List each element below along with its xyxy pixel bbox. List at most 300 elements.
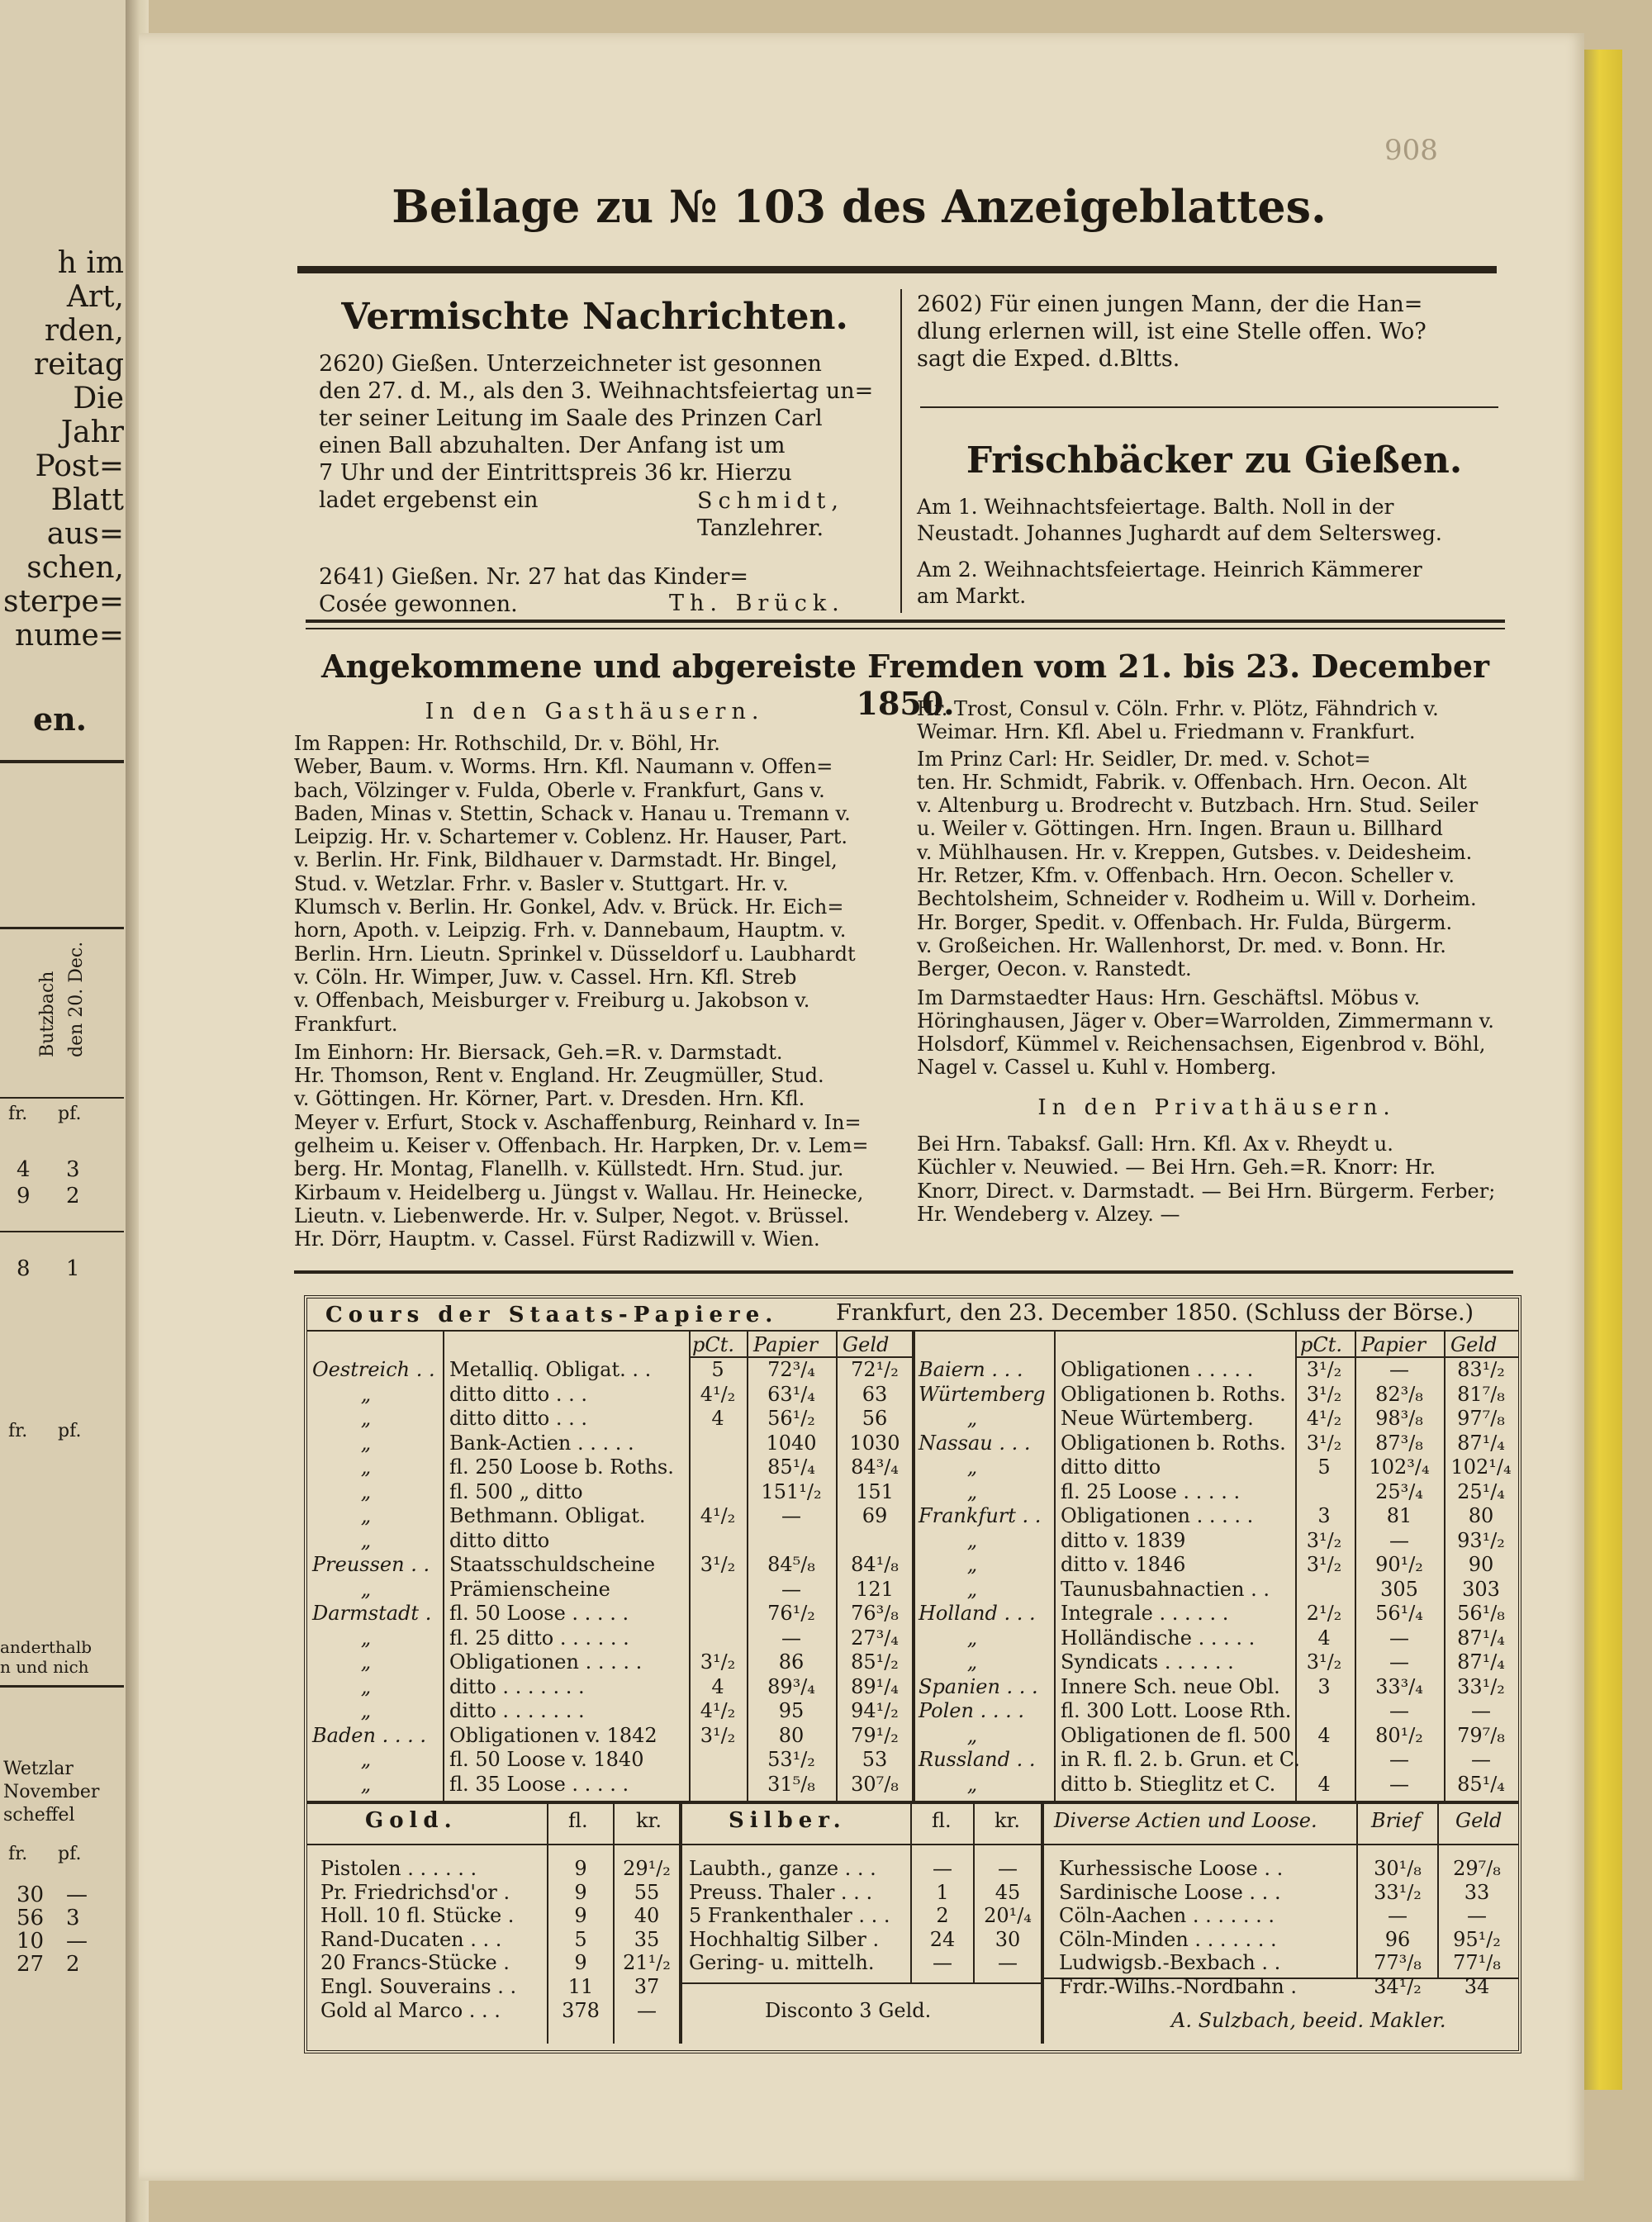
prev-cell: 4 [17, 1157, 31, 1182]
row-geld: 79⁷/₈ [1457, 1724, 1505, 1747]
signature-line: Schmidt, [697, 488, 844, 514]
row-pct: 4¹/₂ [1306, 1407, 1342, 1430]
prev-line: reitag [33, 348, 124, 382]
row-country: „ [966, 1455, 978, 1479]
section-rule [306, 620, 1505, 623]
row-papier: — [781, 1578, 801, 1601]
prev-fr-pf [8, 1421, 124, 1441]
row-papier: 80 [778, 1724, 805, 1747]
row-papier: 90¹/₂ [1375, 1553, 1423, 1576]
row-security: Neue Würtemberg. [1061, 1407, 1254, 1430]
row-papier: — [1389, 1699, 1409, 1722]
diverse-heading: Diverse Actien und Loose. [1054, 1809, 1317, 1832]
fremden-line: Lieutn. v. Liebenwerde. Hr. v. Sulper, Negot. v. Brüssel. [294, 1204, 850, 1227]
silber-row-name: Hochhaltig Silber . [689, 1928, 880, 1951]
gold-heading: Gold. [365, 1808, 458, 1833]
yellow-page-edge [1584, 50, 1622, 2090]
row-geld: 56¹/₈ [1457, 1602, 1505, 1625]
row-pct: 4 [711, 1675, 724, 1698]
row-geld: 69 [862, 1504, 888, 1527]
silber-row-val1: 1 [936, 1881, 949, 1904]
row-pct: 4 [1317, 1626, 1331, 1650]
prev-page-text [0, 246, 124, 653]
gold-row-val1: 9 [574, 1857, 587, 1880]
gold-row-val2: 21¹/₂ [623, 1951, 671, 1974]
prev-rows [17, 1256, 80, 1282]
row-country: „ [966, 1407, 978, 1430]
prev-rule [0, 1097, 124, 1099]
ad-signature [697, 487, 844, 542]
row-security: Obligationen de fl. 500 [1061, 1724, 1291, 1747]
page-title [297, 180, 1421, 233]
prev-cell: — [66, 1883, 88, 1907]
fremden-line: Stud. v. Wetzlar. Frhr. v. Basler v. Stuttgart. Hr. v. [294, 871, 789, 895]
row-country: Baiern . . . [919, 1358, 1023, 1381]
ad-line: 7 Uhr und der Eintrittspreis 36 kr. Hierzu [319, 460, 792, 486]
row-pct: 4¹/₂ [700, 1699, 736, 1722]
fremden-line: Kirbaum v. Heidelberg u. Jüngst v. Wallau. Hr. Heinecke, [294, 1180, 864, 1204]
number-sign: № [668, 180, 718, 233]
row-security: Obligationen v. 1842 [449, 1724, 657, 1747]
diverse-row-val1: 96 [1384, 1928, 1411, 1951]
prev-cell: 3 [66, 1157, 80, 1182]
row-security: Bank-Actien . . . . . [449, 1431, 634, 1455]
fremden-line: Hr. Dörr, Hauptm. v. Cassel. Fürst Radizwill v. Wien. [294, 1227, 820, 1251]
fremden-line: v. Großeichen. Hr. Wallenhorst, Dr. med. v. Bonn. Hr. [917, 933, 1446, 957]
row-security: Bethmann. Obligat. [449, 1504, 646, 1527]
ad-line: 2602) Für einen jungen Mann, der die Han= [917, 292, 1423, 317]
silber-row-val2: 20¹/₄ [984, 1904, 1032, 1927]
row-security: ditto ditto . . . [449, 1407, 587, 1430]
ad-line: Cosée gewonnen. [319, 591, 518, 617]
row-security: Holländische . . . . . [1061, 1626, 1256, 1650]
row-pct: 3¹/₂ [1306, 1650, 1342, 1674]
prev-wetzlar [3, 1758, 99, 1827]
row-security: ditto b. Stieglitz et C. [1061, 1773, 1276, 1796]
silber-row-name: 5 Frankenthaler . . . [689, 1904, 890, 1927]
row-papier: 87³/₈ [1375, 1431, 1423, 1455]
row-pct: 2¹/₂ [1306, 1602, 1342, 1625]
row-country: „ [360, 1578, 372, 1601]
prev-col: fr. [8, 1844, 28, 1864]
fremden-line: v. Cöln. Hr. Wimper, Juw. v. Cassel. Hrn. Kfl. Streb [294, 965, 797, 989]
gold-row-val1: 9 [574, 1904, 587, 1927]
row-security: Innere Sch. neue Obl. [1061, 1675, 1280, 1698]
ad-line: am Markt. [917, 584, 1027, 608]
row-papier: — [781, 1626, 801, 1650]
frischbaecker-day1 [917, 494, 1512, 547]
row-pct: 3¹/₂ [1306, 1553, 1342, 1576]
row-papier: — [1389, 1358, 1409, 1381]
sub-heading-gasthaeuser: In den Gasthäusern. [425, 699, 765, 724]
prev-cell: 9 [17, 1184, 31, 1208]
ad-line: den 27. d. M., als den 3. Weihnachtsfeiertag un= [319, 378, 874, 404]
column-rule [920, 406, 1498, 408]
section-heading: Frischbäcker zu Gießen. [966, 439, 1463, 482]
prev-wetzlar-line: scheffel [3, 1805, 75, 1826]
fremden-line: Klumsch v. Berlin. Hr. Gonkel, Adv. v. Brück. Hr. Eich= [294, 895, 844, 919]
silber-heading: Silber. [729, 1808, 847, 1833]
prev-cell: 8 [17, 1256, 31, 1281]
prev-wetzlar-line: November [3, 1782, 100, 1802]
title-prefix: Beilage zu [392, 180, 654, 233]
diverse-row-val1: 77³/₈ [1374, 1951, 1422, 1974]
row-geld: 63 [862, 1383, 888, 1406]
row-geld: — [1471, 1748, 1491, 1771]
silber-row-val2: — [998, 1951, 1018, 1974]
row-pct: 3 [1317, 1504, 1331, 1527]
diverse-row-val2: 95¹/₂ [1453, 1928, 1501, 1951]
fremden-line: gelheim u. Keiser v. Offenbach. Hr. Harpken, Dr. v. Lem= [294, 1134, 869, 1158]
row-geld: 89¹/₄ [851, 1675, 899, 1698]
row-security: Prämienscheine [449, 1578, 610, 1601]
fremden-line: Bechtolsheim, Schneider v. Rodheim u. Will v. Dorheim. [917, 887, 1477, 911]
fremden-line: ten. Hr. Schmidt, Fabrik. v. Offenbach. Hrn. Oecon. Alt [917, 770, 1467, 794]
prev-cell: 3 [66, 1906, 80, 1930]
row-geld: 76³/₈ [851, 1602, 899, 1625]
prev-col: pf. [58, 1844, 82, 1864]
fremden-line: Weber, Baum. v. Worms. Hrn. Kfl. Naumann v. Offen= [294, 755, 833, 779]
fremden-line: Berger, Oecon. v. Ranstedt. [917, 957, 1192, 981]
row-security: ditto . . . . . . . [449, 1675, 585, 1698]
row-papier: 72³/₄ [767, 1358, 815, 1381]
gold-row-val1: 11 [567, 1975, 594, 1998]
fremden-line: Hr. Trost, Consul v. Cöln. Frhr. v. Plötz, Fähndrich v. [917, 697, 1439, 720]
table-rule [307, 1801, 1518, 1804]
row-security: fl. 35 Loose . . . . . [449, 1773, 629, 1796]
row-papier: 63¹/₄ [767, 1383, 815, 1406]
cours-subtitle: Frankfurt, den 23. December 1850. (Schluss der Börse.) [836, 1300, 1474, 1326]
fremden-line: v. Berlin. Hr. Fink, Bildhauer v. Darmstadt. Hr. Bingel, [294, 848, 838, 872]
section-heading: Vermischte Nachrichten. [341, 296, 848, 338]
sub-heading-privat: In den Privathäusern. [1037, 1094, 1396, 1120]
gold-row-val2: — [637, 1999, 657, 2022]
row-country: Spanien . . . [919, 1675, 1038, 1698]
diverse-row-name: Frdr.-Wilhs.-Nordbahn . [1059, 1975, 1297, 1998]
fremden-line: Höringhausen, Jäger v. Ober=Warrolden, Zimmermann v. [917, 1009, 1494, 1033]
row-geld: 303 [1462, 1578, 1500, 1601]
prev-line: Art, [66, 280, 124, 314]
row-country: Holland . . . [919, 1602, 1036, 1625]
gold-row-val2: 40 [634, 1904, 660, 1927]
row-security: Obligationen . . . . . [449, 1650, 643, 1674]
row-security: ditto ditto [1061, 1455, 1161, 1479]
fremden-line: Meyer v. Erfurt, Stock v. Aschaffenburg, Reinhard v. In= [294, 1110, 862, 1134]
col-head-geld: Geld [1450, 1333, 1498, 1356]
fremden-line: horn, Apoth. v. Leipzig. Frh. v. Dannebaum, Hauptm. v. [294, 919, 847, 942]
signature-line: Tanzlehrer. [697, 515, 824, 541]
fremden-line: Frankfurt. [294, 1012, 398, 1036]
silber-row-val2: 45 [995, 1881, 1021, 1904]
fremden-line: Weimar. Hrn. Kfl. Abel u. Friedmann v. Frankfurt. [917, 720, 1416, 744]
row-security: ditto v. 1846 [1061, 1553, 1186, 1576]
prev-line: sterpe= [3, 585, 124, 619]
gold-row-name: Pistolen . . . . . . [320, 1857, 477, 1880]
fremden-right-column [917, 697, 1517, 1226]
row-security: fl. 50 Loose . . . . . [449, 1602, 629, 1625]
fremden-line: Küchler v. Neuwied. — Bei Hrn. Geh.=R. Knorr: Hr. [917, 1156, 1436, 1180]
prev-line: Die [73, 382, 124, 415]
row-country: „ [360, 1650, 372, 1674]
row-papier: — [1389, 1650, 1409, 1674]
table-rule [912, 1330, 915, 1802]
row-country: „ [360, 1773, 372, 1796]
row-country: „ [966, 1480, 978, 1503]
silber-row-val1: — [933, 1857, 952, 1880]
fremden-line: berg. Hr. Montag, Flanellh. v. Küllstedt. Hrn. Stud. jur. [294, 1157, 844, 1181]
diverse-row-val1: 30¹/₈ [1374, 1857, 1422, 1880]
row-security: Staatsschuldscheine [449, 1553, 656, 1576]
fremden-left-column [294, 732, 889, 1251]
fremden-line: bach, Völzinger v. Fulda, Oberle v. Frankfurt, Gans v. [294, 778, 825, 802]
row-geld: 27³/₄ [851, 1626, 899, 1650]
table-rule [307, 1844, 1518, 1845]
fremden-line: Hr. Thomson, Rent v. England. Hr. Zeugmüller, Stud. [294, 1064, 824, 1088]
col-head-geld: Geld [843, 1333, 890, 1356]
row-papier: 86 [778, 1650, 805, 1674]
gold-fl-head: fl. [568, 1809, 588, 1832]
silber-row-val1: — [933, 1951, 952, 1974]
row-security: fl. 25 Loose . . . . . [1061, 1480, 1241, 1503]
gold-row-val2: 37 [634, 1975, 660, 1998]
disconto: Disconto 3 Geld. [765, 1999, 932, 2022]
row-geld: 30⁷/₈ [851, 1773, 899, 1796]
row-geld: 83¹/₂ [1457, 1358, 1505, 1381]
diverse-row-name: Ludwigsb.-Bexbach . . [1059, 1951, 1281, 1974]
row-geld: 85¹/₂ [851, 1650, 899, 1674]
ad-signature: Th. Brück. [669, 591, 845, 616]
row-security: in R. fl. 2. b. Grun. et C. [1061, 1748, 1300, 1771]
ad-line: dlung erlernen will, ist eine Stelle offen. Wo? [917, 319, 1427, 344]
row-pct: 3 [1317, 1675, 1331, 1698]
row-geld: 25¹/₄ [1457, 1480, 1505, 1503]
col-head-pct: pCt. [692, 1333, 734, 1356]
row-security: Integrale . . . . . . [1061, 1602, 1229, 1625]
row-country: „ [360, 1383, 372, 1406]
row-country: Darmstadt . [312, 1602, 432, 1625]
gold-row-name: Engl. Souverains . . [320, 1975, 517, 1998]
row-security: ditto ditto . . . [449, 1383, 587, 1406]
col-head-papier: Papier [753, 1333, 819, 1356]
prev-cell: 1 [66, 1256, 80, 1281]
row-security: fl. 25 ditto . . . . . . [449, 1626, 629, 1650]
row-security: ditto v. 1839 [1061, 1529, 1186, 1552]
row-geld: 1030 [849, 1431, 900, 1455]
row-papier: 56¹/₂ [767, 1407, 815, 1430]
row-country: „ [360, 1480, 372, 1503]
row-security: Obligationen b. Roths. [1061, 1383, 1286, 1406]
fremden-line: Baden, Minas v. Stettin, Schack v. Hanau u. Tremann v. [294, 801, 851, 825]
column-divider [900, 289, 902, 613]
row-papier: 102³/₄ [1369, 1455, 1430, 1479]
row-security: Obligationen b. Roths. [1061, 1431, 1286, 1455]
fremden-line: Knorr, Direct. v. Darmstadt. — Bei Hrn. Bürgerm. Ferber; [917, 1179, 1496, 1203]
row-country: Nassau . . . [919, 1431, 1031, 1455]
row-geld: 97⁷/₈ [1457, 1407, 1505, 1430]
fremden-line: Leipzig. Hr. v. Schartemer v. Coblenz. Hr. Hauser, Part. [294, 825, 847, 849]
prev-line: Blatt [50, 483, 124, 517]
prev-heading-fragment: en. [33, 700, 88, 738]
table-rule [679, 1804, 682, 2044]
row-geld: 90 [1468, 1553, 1494, 1576]
gold-row-name: Pr. Friedrichsd'or . [320, 1881, 510, 1904]
row-country: „ [360, 1748, 372, 1771]
row-country: Russland . . [919, 1748, 1036, 1771]
section-rule [306, 628, 1505, 629]
silber-row-val1: 2 [936, 1904, 949, 1927]
row-papier: 80¹/₂ [1375, 1724, 1423, 1747]
row-security: Obligationen . . . . . [1061, 1504, 1254, 1527]
row-pct: 3¹/₂ [700, 1553, 736, 1576]
broker-signature: A. Sulzbach, beeid. Makler. [1171, 2009, 1446, 2032]
gold-row-val1: 9 [574, 1881, 587, 1904]
prev-col: fr. [8, 1104, 28, 1124]
row-country: „ [966, 1578, 978, 1601]
title-rule [297, 266, 1497, 273]
diverse-row-val2: 77¹/₈ [1453, 1951, 1501, 1974]
silber-kr-head: kr. [995, 1809, 1021, 1832]
page-number: 908 [1384, 134, 1438, 167]
row-security: fl. 300 Lott. Loose Rth. [1061, 1699, 1292, 1722]
row-security: Metalliq. Obligat. . . [449, 1358, 652, 1381]
gold-row-val1: 9 [574, 1951, 587, 1974]
ad-2602 [917, 291, 1512, 373]
row-country: Polen . . . . [919, 1699, 1024, 1722]
prev-note [0, 1637, 92, 1677]
row-papier: 85¹/₄ [767, 1455, 815, 1479]
row-papier: — [1389, 1626, 1409, 1650]
prev-col: pf. [58, 1104, 82, 1124]
ad-line: 2620) Gießen. Unterzeichneter ist gesonnen [319, 351, 822, 377]
prev-cell: 27 [17, 1952, 45, 1977]
prev-rule [0, 1231, 124, 1232]
row-papier: — [1389, 1529, 1409, 1552]
table-rule [1054, 1330, 1056, 1802]
ad-line: Am 2. Weihnachtsfeiertage. Heinrich Kämmerer [917, 558, 1422, 582]
diverse-row-val1: 33¹/₂ [1374, 1881, 1422, 1904]
silber-row-name: Preuss. Thaler . . . [689, 1881, 873, 1904]
row-geld: 151 [856, 1480, 894, 1503]
row-country: Frankfurt . . [919, 1504, 1042, 1527]
diverse-row-name: Cöln-Minden . . . . . . . [1059, 1928, 1277, 1951]
row-security: Syndicats . . . . . . [1061, 1650, 1234, 1674]
title-suffix: des Anzeigeblattes. [841, 180, 1327, 233]
row-geld: 84¹/₈ [851, 1553, 899, 1576]
row-country: „ [966, 1650, 978, 1674]
silber-row-val2: 30 [995, 1928, 1021, 1951]
table-rule [1041, 1804, 1044, 2044]
row-security: Obligationen . . . . . [1061, 1358, 1254, 1381]
ad-line: ter seiner Leitung im Saale des Prinzen Carl [319, 406, 823, 431]
row-geld: 85¹/₄ [1457, 1773, 1505, 1796]
prev-rule [0, 1685, 124, 1688]
row-pct: 3¹/₂ [1306, 1431, 1342, 1455]
row-geld: 72¹/₂ [851, 1358, 899, 1381]
row-country: „ [966, 1626, 978, 1650]
row-papier: 151¹/₂ [761, 1480, 822, 1503]
prev-note-line: anderthalb [0, 1637, 93, 1657]
prev-line: nume= [15, 619, 124, 653]
fremden-line: Im Einhorn: Hr. Biersack, Geh.=R. v. Darmstadt. [294, 1040, 783, 1064]
row-security: Taunusbahnactien . . [1061, 1578, 1270, 1601]
row-geld: 80 [1468, 1504, 1494, 1527]
row-geld: 94¹/₂ [851, 1699, 899, 1722]
prev-line: h im [57, 246, 124, 280]
row-security: ditto ditto [449, 1529, 550, 1552]
row-papier: 76¹/₂ [767, 1602, 815, 1625]
fremden-line: v. Altenburg u. Brodrecht v. Butzbach. Hrn. Stud. Seiler [917, 794, 1479, 818]
col-head-papier: Papier [1361, 1333, 1427, 1356]
row-security: fl. 250 Loose b. Roths. [449, 1455, 674, 1479]
row-geld: 81⁷/₈ [1457, 1383, 1505, 1406]
row-pct: 3¹/₂ [700, 1650, 736, 1674]
prev-rows [17, 1156, 80, 1209]
row-pct: 4 [711, 1407, 724, 1430]
row-geld: 87¹/₄ [1457, 1650, 1505, 1674]
fremden-line: u. Weiler v. Göttingen. Hrn. Ingen. Braun u. Billhard [917, 817, 1443, 841]
issue-number: 103 [733, 180, 827, 233]
row-papier: 25³/₄ [1375, 1480, 1423, 1503]
fremden-line: Bei Hrn. Tabaksf. Gall: Hrn. Kfl. Ax v. Rheydt u. [917, 1132, 1393, 1156]
fremden-line: Hr. Wendeberg v. Alzey. — [917, 1202, 1180, 1226]
prev-rule [0, 927, 124, 929]
row-papier: — [1389, 1773, 1409, 1796]
diverse-row-val2: 33 [1464, 1881, 1490, 1904]
row-geld: 121 [856, 1578, 894, 1601]
row-security: fl. 50 Loose v. 1840 [449, 1748, 644, 1771]
prev-table-head [33, 933, 87, 1066]
ad-line: einen Ball abzuhalten. Der Anfang ist um [319, 433, 786, 458]
row-geld: 53 [862, 1748, 888, 1771]
prev-col: pf. [58, 1421, 82, 1441]
row-papier: 53¹/₂ [767, 1748, 815, 1771]
col-head-pct: pCt. [1300, 1333, 1342, 1356]
row-papier: 33³/₄ [1375, 1675, 1423, 1698]
row-country: Preussen . . [312, 1553, 430, 1576]
prev-col: fr. [8, 1421, 28, 1441]
gold-row-name: 20 Francs-Stücke . [320, 1951, 510, 1974]
row-papier: 1040 [766, 1431, 817, 1455]
row-country: Würtemberg [919, 1383, 1046, 1406]
diverse-geld-head: Geld [1455, 1809, 1502, 1832]
row-pct: 4 [1317, 1773, 1331, 1796]
section-rule [294, 1270, 1513, 1274]
gold-row-val2: 29¹/₂ [623, 1857, 671, 1880]
fremden-line: v. Mühlhausen. Hr. v. Kreppen, Gutsbes. v. Deidesheim. [917, 840, 1473, 864]
diverse-brief-head: Brief [1371, 1809, 1421, 1832]
ad-line: sagt die Exped. d.Bltts. [917, 346, 1180, 372]
row-geld: 84³/₄ [851, 1455, 899, 1479]
silber-row-val1: 24 [929, 1928, 956, 1951]
diverse-row-val2: 29⁷/₈ [1453, 1857, 1501, 1880]
fremden-line: Im Darmstaedter Haus: Hrn. Geschäftsl. Möbus v. [917, 985, 1421, 1009]
ad-line: Neustadt. Johannes Jughardt auf dem Seltersweg. [917, 521, 1442, 545]
diverse-row-name: Sardinische Loose . . . [1059, 1881, 1281, 1904]
gold-row-val2: 55 [634, 1881, 660, 1904]
row-country: „ [360, 1504, 372, 1527]
row-country: „ [360, 1455, 372, 1479]
prev-wetzlar-line: Wetzlar [3, 1759, 74, 1779]
row-papier: 95 [778, 1699, 805, 1722]
diverse-row-val1: — [1388, 1904, 1408, 1927]
row-security: fl. 500 „ ditto [449, 1480, 583, 1503]
prev-cell: — [66, 1929, 88, 1954]
ad-line: Am 1. Weihnachtsfeiertage. Balth. Noll in der [917, 495, 1394, 519]
prev-line: Post= [35, 449, 124, 483]
row-papier: 56¹/₄ [1375, 1602, 1423, 1625]
cours-table [304, 1295, 1521, 2053]
prev-rule [0, 760, 124, 763]
